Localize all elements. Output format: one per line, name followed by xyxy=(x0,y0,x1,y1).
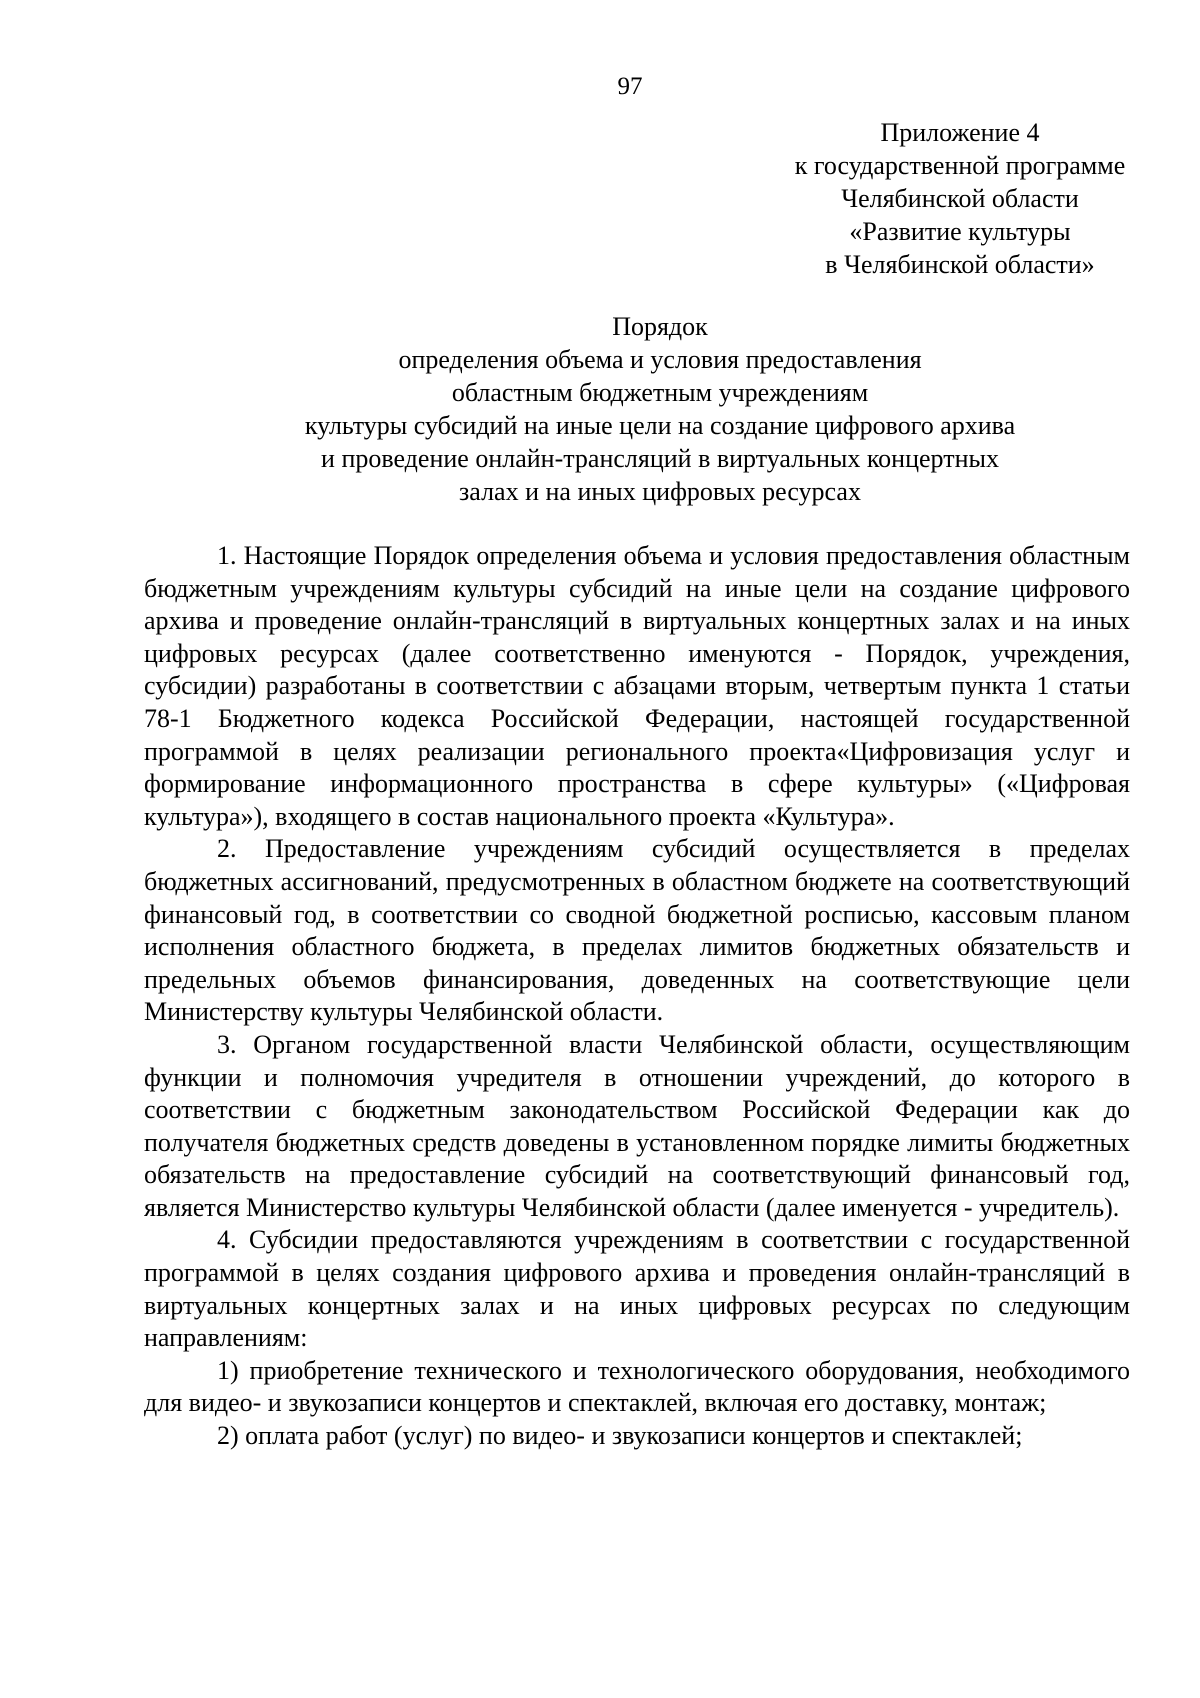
appendix-line: в Челябинской области» xyxy=(825,250,1095,279)
appendix-header xyxy=(690,116,1200,281)
appendix-line: к государственной программе xyxy=(794,151,1126,180)
title-line: Порядок xyxy=(612,312,708,341)
appendix-line: «Развитие культуры xyxy=(849,217,1071,246)
page-number: 97 xyxy=(617,73,643,100)
document-title xyxy=(160,310,1160,508)
appendix-line: Челябинской области xyxy=(841,184,1079,213)
paragraph-4-item-2: 2) оплата работ (услуг) по видео- и звукозаписи концертов и спектаклей; xyxy=(217,1421,1023,1451)
title-line: культуры субсидий на иные цели на создание цифрового архива xyxy=(304,411,1016,440)
paragraph-2: 2. Предоставление учреждениям субсидий осуществляется в пределах бюджетных ассигнований, предусмотренных в областном бюджете на соответствующий финансовый год, в соответствии со сводной бюджетной росписью, кассовым планом исполнения областного бюджета, в пределах лимитов бюджетных обязательств и предельных объемов финансирования, доведенных на соответствующие цели Министерству культуры Челябинской области. xyxy=(144,834,1130,1027)
appendix-line: Приложение 4 xyxy=(880,118,1040,147)
title-line: определения объема и условия предоставления xyxy=(398,345,922,374)
document-body xyxy=(144,540,1130,1453)
title-line: и проведение онлайн-трансляций в виртуальных концертных xyxy=(321,444,999,473)
paragraph-3: 3. Органом государственной власти Челябинской области, осуществляющим функции и полномочия учредителя в отношении учреждений, до которого в соответствии с бюджетным законодательством Российской Федерации как до получателя бюджетных средств доведены в установленном порядке лимиты бюджетных обязательств на предоставление субсидий на соответствующий финансовый год, является Министерство культуры Челябинской области (далее именуется - учредитель). xyxy=(144,1029,1130,1222)
paragraph-4: 4. Субсидии предоставляются учреждениям в соответствии с государственной программой в целях создания цифрового архива и проведения онлайн-трансляций в виртуальных концертных залах и на иных цифровых ресурсах по следующим направлениям: xyxy=(144,1225,1130,1353)
paragraph-4-item-1: 1) приобретение технического и технологического оборудования, необходимого для видео- и звукозаписи концертов и спектаклей, включая его доставку, монтаж; xyxy=(144,1355,1130,1418)
title-line: залах и на иных цифровых ресурсах xyxy=(459,477,861,506)
paragraph-1: 1. Настоящие Порядок определения объема и условия предоставления областным бюджетным учреждениям культуры субсидий на иные цели на создание цифрового архива и проведение онлайн-трансляций в виртуальных концертных залах и на иных цифровых ресурсах (далее соответственно именуются - Порядок, учреждения, субсидии) разработаны в соответствии с абзацами вторым, четвертым пункта 1 статьи 78-1 Бюджетного кодекса Российской Федерации, настоящей государственной программой в целях реализации регионального проекта«Цифровизация услуг и формирование информационного пространства в сфере культуры» («Цифровая культура»), входящего в состав национального проекта «Культура». xyxy=(144,541,1130,831)
title-line: областным бюджетным учреждениям xyxy=(451,378,869,407)
